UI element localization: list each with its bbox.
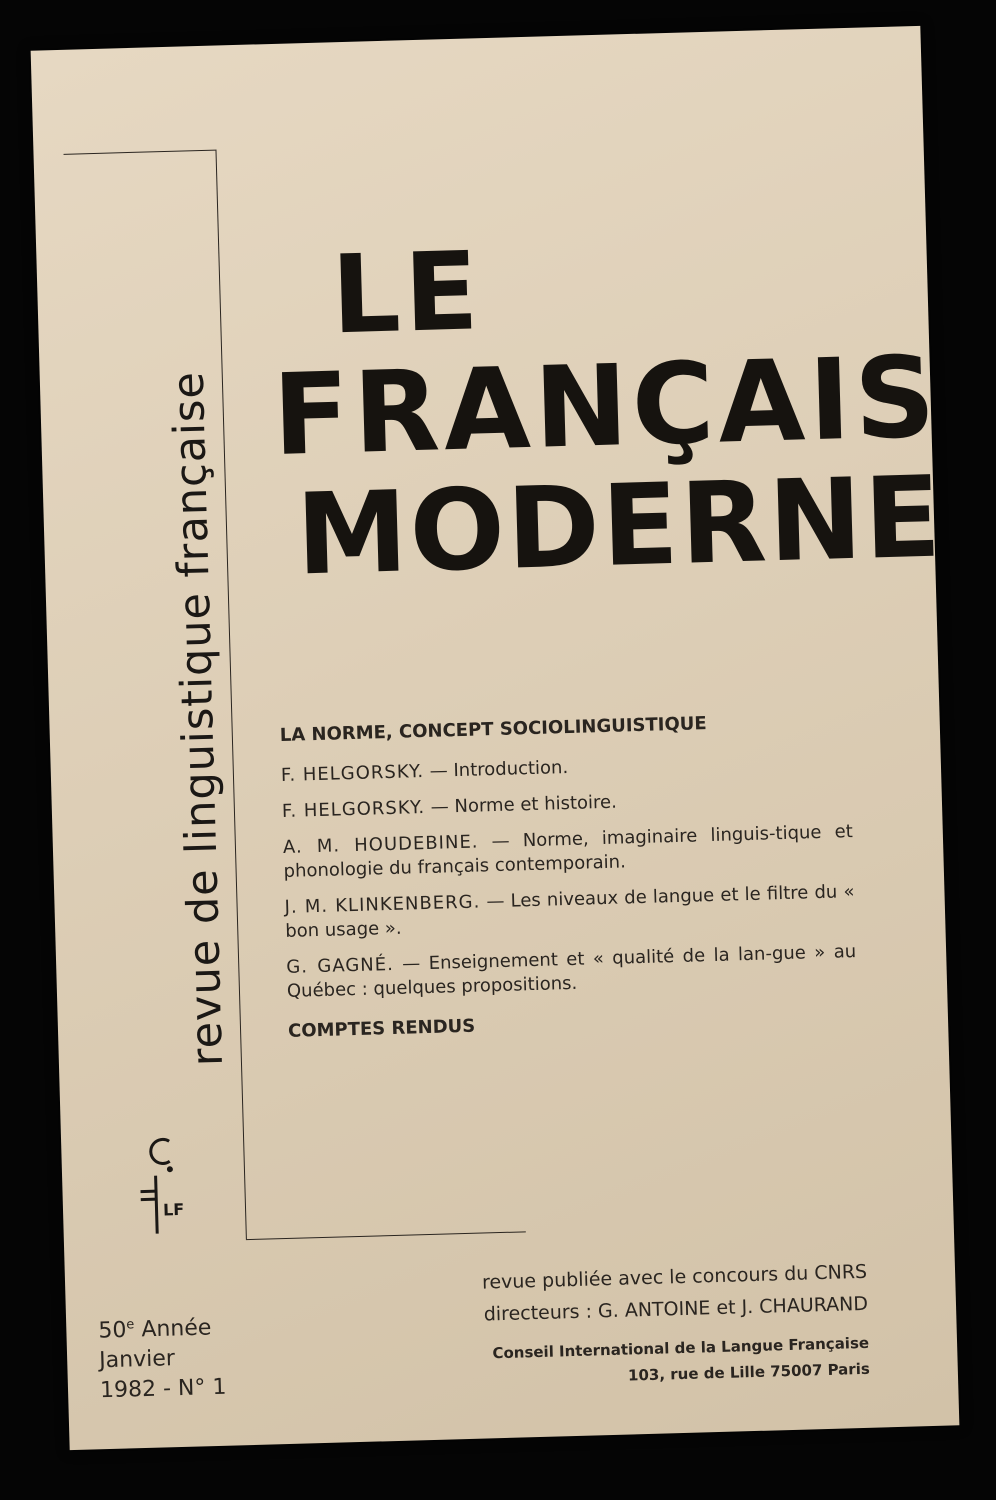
toc-author: A. M. HOUDEBINE.	[282, 831, 479, 858]
toc-author: G. GAGNÉ.	[286, 953, 395, 978]
issue-year-suffix: e	[126, 1317, 135, 1333]
toc-title: — Norme et histoire.	[424, 791, 618, 818]
spine-subtitle: revue de linguistique française	[163, 370, 234, 1067]
toc-entry	[283, 820, 854, 884]
title-line-3: MODERNE	[294, 452, 945, 601]
toc-author: F. HELGORSKY.	[280, 760, 425, 786]
publisher-directors: directeurs : G. ANTOINE et J. CHAURAND	[483, 1292, 869, 1326]
issue-month: Janvier	[98, 1346, 176, 1374]
issue-year-number: 50	[98, 1317, 127, 1344]
issue-year-label: Année	[134, 1315, 212, 1343]
logo-letters: LF	[162, 1199, 185, 1220]
toc-author: J. M. KLINKENBERG.	[284, 891, 481, 918]
title-line-2: FRANÇAIS	[271, 332, 941, 482]
toc-title: — Enseignement et « qualité de la lan-gue » au Québec : quelques propositions.	[286, 941, 857, 1002]
publisher-council: Conseil International de la Langue Française	[492, 1333, 870, 1363]
title-line-1: LE	[329, 229, 484, 359]
issue-info	[98, 1308, 227, 1407]
journal-cover	[31, 26, 960, 1450]
toc-entry	[284, 880, 855, 944]
publisher-address: 103, rue de Lille 75007 Paris	[627, 1359, 871, 1385]
clf-logo-icon	[125, 1127, 188, 1239]
toc-entry	[282, 784, 852, 824]
toc-title: — Norme, imaginaire linguis-tique et phonologie du français contemporain.	[283, 821, 854, 882]
toc-entry	[281, 748, 851, 788]
publisher-info	[482, 1256, 871, 1393]
toc-author: F. HELGORSKY.	[281, 796, 426, 822]
journal-title	[268, 226, 945, 601]
issue-number: 1982 - N° 1	[99, 1375, 227, 1404]
issue-year	[98, 1308, 225, 1347]
frame-line-top	[64, 150, 216, 155]
toc-title: — Introduction.	[423, 756, 569, 782]
issue-theme: LA NORME, CONCEPT SOCIOLINGUISTIQUE	[279, 713, 707, 747]
toc-entry	[286, 940, 857, 1004]
table-of-contents	[280, 708, 859, 1044]
toc-title: — Les niveaux de langue et le filtre du « bon usage ».	[285, 881, 855, 942]
frame-line-bottom	[246, 1231, 526, 1240]
reviews-heading: COMPTES RENDUS	[287, 1015, 476, 1042]
publisher-line-cnrs: revue publiée avec le concours du CNRS	[481, 1260, 868, 1294]
